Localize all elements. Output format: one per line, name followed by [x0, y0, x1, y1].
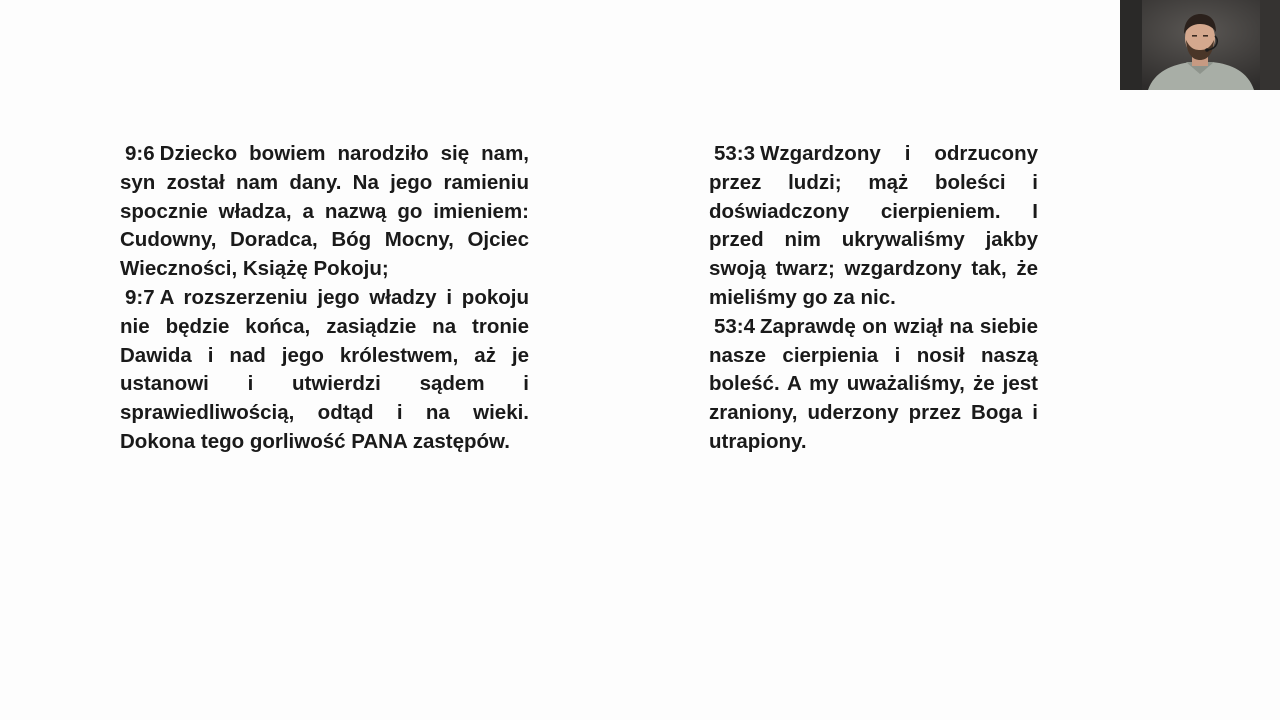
left-passage [120, 140, 529, 457]
verse-number: 53:3 [714, 142, 756, 165]
verse-text: Dziecko bowiem narodziło się nam, syn został nam dany. Na jego ramieniu spocznie władza, a nazwą go imieniem: Cudowny, Doradca, Bóg Mocny, Ojciec Wieczności, Książę Pokoju; [120, 142, 529, 281]
verse-text: A rozszerzeniu jego władzy i pokoju nie będzie końca, zasiądzie na tronie Dawida i nad jego królestwem, aż je ustanowi i utwierdzi sądem i sprawiedliwością, odtąd i na wieki. Dokona tego gorliwość PANA zastępów. [120, 285, 529, 453]
verse-9-7 [120, 284, 529, 457]
verse-53-4 [709, 313, 1038, 457]
verse-number: 9:7 [125, 285, 155, 309]
webcam-overlay [1120, 0, 1280, 90]
verse-number: 9:6 [125, 142, 155, 165]
right-passage [709, 140, 1038, 457]
verse-9-6 [120, 140, 529, 284]
verse-text: Zaprawdę on wziął na siebie nasze cierpienia i nosił naszą boleść. A my uważaliśmy, że jest zraniony, uderzony przez Boga i utrapiony. [709, 314, 1038, 453]
webcam-presenter-icon [1120, 0, 1280, 90]
verse-text: Wzgardzony i odrzucony przez ludzi; mąż boleści i doświadczony cierpieniem. I przed nim ukrywaliśmy jakby swoją twarz; wzgardzony tak, że mieliśmy go za nic. [709, 142, 1038, 309]
verse-53-3 [709, 140, 1038, 313]
verse-number: 53:4 [714, 314, 756, 338]
